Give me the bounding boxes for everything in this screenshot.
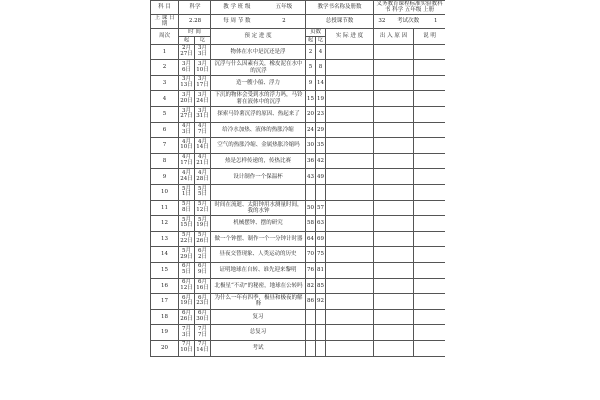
end-date-cell: 3月 10日 (195, 60, 211, 76)
table-row (151, 294, 446, 310)
start-date-value: 2.28 (179, 14, 211, 28)
planned-progress-cell: 机械摆钟、摆的研究 (211, 216, 306, 232)
table-row (151, 309, 446, 325)
actual-progress-cell (326, 340, 374, 356)
page-start-cell: 64 (306, 231, 316, 247)
reason-cell (374, 44, 414, 60)
table-row (151, 200, 446, 216)
note-cell (414, 247, 445, 263)
actual-progress-cell (326, 262, 374, 278)
start-date-cell: 4月 10日 (179, 138, 195, 154)
week-cell: 4 (151, 91, 179, 107)
reason-cell (374, 91, 414, 107)
planned-progress-cell: 造一艘小船、浮力 (211, 75, 306, 91)
reason-cell (374, 294, 414, 310)
table-row (151, 138, 446, 154)
note-cell (414, 262, 445, 278)
actual-progress-cell (326, 169, 374, 185)
table-row (151, 91, 446, 107)
end-date-cell: 7月 14日 (195, 340, 211, 356)
total-periods-value: 32 (378, 17, 386, 24)
page-start-cell: 86 (306, 294, 316, 310)
page-start-cell: 76 (306, 262, 316, 278)
page-end-cell: 81 (316, 262, 326, 278)
planned-progress-cell: 设计制作一个保温杯 (211, 169, 306, 185)
planned-column-header: 预 定 进 度 (211, 28, 306, 44)
week-cell: 6 (151, 122, 179, 138)
week-cell: 9 (151, 169, 179, 185)
end-date-cell: 6月 23日 (195, 294, 211, 310)
page-end-cell (316, 340, 326, 356)
reason-cell (374, 138, 414, 154)
end-date-cell: 6月 30日 (195, 309, 211, 325)
start-date-cell: 5月 15日 (179, 216, 195, 232)
start-date-cell: 7月 10日 (179, 340, 195, 356)
start-date-cell: 3月 27日 (179, 107, 195, 123)
end-date-cell: 6月 16日 (195, 278, 211, 294)
planned-progress-cell: 复习 (211, 309, 306, 325)
note-cell (414, 75, 445, 91)
page-start-cell: 50 (306, 200, 316, 216)
table-row (151, 216, 446, 232)
textbook-value: 义务教育课程标准实验教科书 科学 五年级 上册 (374, 1, 445, 15)
time-column-header: 时 间 (179, 28, 211, 36)
page-end-cell: 57 (316, 200, 326, 216)
reason-cell (374, 278, 414, 294)
reason-cell (374, 60, 414, 76)
page-start-cell: 20 (306, 107, 316, 123)
end-date-cell: 5月 26日 (195, 231, 211, 247)
reason-column-header: 出 入 原 因 (374, 28, 414, 44)
actual-progress-cell (326, 138, 374, 154)
page-start-cell: 43 (306, 169, 316, 185)
note-cell (414, 138, 445, 154)
note-cell (414, 340, 445, 356)
reason-cell (374, 247, 414, 263)
page-start-cell: 30 (306, 138, 316, 154)
page-start-cell: 2 (306, 44, 316, 60)
planned-progress-cell: 考试 (211, 340, 306, 356)
planned-progress-cell (211, 184, 306, 200)
subject-label: 科 目 (151, 1, 179, 15)
exam-count-label: 考试次数 (397, 17, 420, 24)
end-date-cell: 4月 7日 (195, 122, 211, 138)
reason-cell (374, 325, 414, 341)
start-date-cell: 4月 17日 (179, 153, 195, 169)
week-cell: 13 (151, 231, 179, 247)
page-end-cell: 92 (316, 294, 326, 310)
actual-progress-cell (326, 278, 374, 294)
column-header-row (151, 28, 446, 36)
actual-column-header: 实 际 进 度 (326, 28, 374, 44)
note-cell (414, 153, 445, 169)
week-cell: 16 (151, 278, 179, 294)
note-cell (414, 200, 445, 216)
week-cell: 14 (151, 247, 179, 263)
week-cell: 18 (151, 309, 179, 325)
planned-progress-cell: 物体在水中是沉还是浮 (211, 44, 306, 60)
teaching-class-label: 教 学 班 级 (223, 4, 251, 11)
reason-cell (374, 216, 414, 232)
actual-progress-cell (326, 60, 374, 76)
actual-progress-cell (326, 122, 374, 138)
subject-value: 科学 (179, 1, 211, 15)
page-end-cell: 42 (316, 153, 326, 169)
reason-cell (374, 262, 414, 278)
note-column-header: 说 明 (414, 28, 445, 44)
end-date-cell: 4月 28日 (195, 169, 211, 185)
start-date-cell: 6月 12日 (179, 278, 195, 294)
actual-progress-cell (326, 325, 374, 341)
end-date-cell: 6月 9日 (195, 262, 211, 278)
page-end-cell: 85 (316, 278, 326, 294)
exam-count-value: 1 (434, 17, 438, 24)
start-date-cell: 7月 3日 (179, 325, 195, 341)
actual-progress-cell (326, 216, 374, 232)
table-row (151, 60, 446, 76)
page-start-cell: 82 (306, 278, 316, 294)
page-start-cell (306, 309, 316, 325)
total-periods-label: 总授课节数 (306, 14, 374, 28)
week-cell: 19 (151, 325, 179, 341)
table-row (151, 325, 446, 341)
table-row (151, 107, 446, 123)
start-date-cell: 4月 3日 (179, 122, 195, 138)
page-end-cell: 29 (316, 122, 326, 138)
start-date-cell: 5月 29日 (179, 247, 195, 263)
week-cell: 11 (151, 200, 179, 216)
week-cell: 17 (151, 294, 179, 310)
page-start-cell: 5 (306, 60, 316, 76)
week-cell: 3 (151, 75, 179, 91)
planned-progress-cell: 做一个钟摆、制作一个一分钟计时器 (211, 231, 306, 247)
table-row (151, 153, 446, 169)
week-cell: 1 (151, 44, 179, 60)
actual-progress-cell (326, 184, 374, 200)
page-start-cell (306, 340, 316, 356)
grade-value: 五年级 (275, 4, 293, 11)
week-cell: 5 (151, 107, 179, 123)
end-date-cell: 4月 14日 (195, 138, 211, 154)
end-date-cell: 5月 12日 (195, 200, 211, 216)
teaching-schedule-sheet (150, 0, 445, 400)
start-date-cell: 5月 8日 (179, 200, 195, 216)
start-date-cell: 3月 13日 (179, 75, 195, 91)
actual-progress-cell (326, 107, 374, 123)
planned-progress-cell: 总复习 (211, 325, 306, 341)
reason-cell (374, 153, 414, 169)
planned-progress-cell: 时间在流逝、太阳钟用水测量时间，我的水钟 (211, 200, 306, 216)
planned-progress-cell: 昼夜交替现象、人类运动的历史 (211, 247, 306, 263)
start-date-cell: 6月 19日 (179, 294, 195, 310)
actual-progress-cell (326, 153, 374, 169)
reason-cell (374, 122, 414, 138)
time-start-header: 起 (179, 36, 195, 44)
table-row (151, 122, 446, 138)
actual-progress-cell (326, 91, 374, 107)
page-end-cell: 69 (316, 231, 326, 247)
reason-cell (374, 200, 414, 216)
table-row (151, 247, 446, 263)
textbook-label: 教学书名称及册数 (306, 1, 374, 15)
actual-progress-cell (326, 200, 374, 216)
page-start-cell (306, 325, 316, 341)
page-start-cell: 15 (306, 91, 316, 107)
note-cell (414, 294, 445, 310)
page-start-cell: 9 (306, 75, 316, 91)
table-row (151, 169, 446, 185)
start-date-cell: 2月 27日 (179, 44, 195, 60)
week-cell: 15 (151, 262, 179, 278)
actual-progress-cell (326, 294, 374, 310)
start-date-cell: 4月 24日 (179, 169, 195, 185)
planned-progress-cell: 探索马铃薯沉浮的原因、热起来了 (211, 107, 306, 123)
end-date-cell: 3月 17日 (195, 75, 211, 91)
schedule-table (150, 0, 445, 357)
end-date-cell: 5月 19日 (195, 216, 211, 232)
page-start-cell: 36 (306, 153, 316, 169)
planned-progress-cell: 给冷水加热、液体的热胀冷缩 (211, 122, 306, 138)
reason-cell (374, 340, 414, 356)
schedule-rows (151, 44, 446, 356)
page-start-cell (306, 184, 316, 200)
table-row (151, 231, 446, 247)
note-cell (414, 231, 445, 247)
page-start-cell: 58 (306, 216, 316, 232)
page-end-cell (316, 325, 326, 341)
table-row (151, 340, 446, 356)
week-cell: 2 (151, 60, 179, 76)
table-row (151, 75, 446, 91)
note-cell (414, 184, 445, 200)
start-date-label: 上 课 日 期 (151, 14, 179, 28)
page-end-cell: 14 (316, 75, 326, 91)
actual-progress-cell (326, 247, 374, 263)
page-end-cell: 8 (316, 60, 326, 76)
note-cell (414, 107, 445, 123)
table-row (151, 184, 446, 200)
note-cell (414, 60, 445, 76)
actual-progress-cell (326, 44, 374, 60)
actual-progress-cell (326, 75, 374, 91)
page-end-cell: 63 (316, 216, 326, 232)
planned-progress-cell: 空气的热胀冷缩、金属热胀冷缩吗 (211, 138, 306, 154)
start-date-cell: 6月 26日 (179, 309, 195, 325)
actual-progress-cell (326, 231, 374, 247)
start-date-cell: 5月 1日 (179, 184, 195, 200)
end-date-cell: 6月 2日 (195, 247, 211, 263)
reason-cell (374, 169, 414, 185)
week-cell: 8 (151, 153, 179, 169)
page-start-cell: 24 (306, 122, 316, 138)
pages-column-header: 页数 (306, 28, 326, 36)
table-row (151, 44, 446, 60)
week-cell: 7 (151, 138, 179, 154)
end-date-cell: 7月 7日 (195, 325, 211, 341)
note-cell (414, 122, 445, 138)
reason-cell (374, 309, 414, 325)
page-end-cell: 35 (316, 138, 326, 154)
planned-progress-cell: 热是怎样传递的，传热比赛 (211, 153, 306, 169)
page-end-cell (316, 184, 326, 200)
end-date-cell: 3月 24日 (195, 91, 211, 107)
start-date-cell: 3月 20日 (179, 91, 195, 107)
page-end-cell: 19 (316, 91, 326, 107)
page-end-cell: 75 (316, 247, 326, 263)
reason-cell (374, 107, 414, 123)
note-cell (414, 44, 445, 60)
weekly-periods-label: 每 周 节 数 (223, 17, 251, 24)
planned-progress-cell: 下沉的物体会受到水的浮力吗，马铃薯在液体中的沉浮 (211, 91, 306, 107)
table-row (151, 278, 446, 294)
planned-progress-cell: 北极星“不动”的秘密，地球在公转吗 (211, 278, 306, 294)
end-date-cell: 5月 5日 (195, 184, 211, 200)
page-end-cell (316, 309, 326, 325)
header-row-2 (151, 14, 446, 28)
note-cell (414, 325, 445, 341)
start-date-cell: 3月 6日 (179, 60, 195, 76)
note-cell (414, 278, 445, 294)
note-cell (414, 216, 445, 232)
reason-cell (374, 231, 414, 247)
reason-cell (374, 184, 414, 200)
page-end-cell: 49 (316, 169, 326, 185)
week-cell: 12 (151, 216, 179, 232)
note-cell (414, 91, 445, 107)
time-end-header: 讫 (195, 36, 211, 44)
pages-start-header: 起 (306, 36, 316, 44)
note-cell (414, 169, 445, 185)
actual-progress-cell (326, 309, 374, 325)
week-cell: 10 (151, 184, 179, 200)
week-cell: 20 (151, 340, 179, 356)
page-end-cell: 4 (316, 44, 326, 60)
page-end-cell: 23 (316, 107, 326, 123)
table-row (151, 262, 446, 278)
start-date-cell: 6月 5日 (179, 262, 195, 278)
weekly-periods-value: 2 (282, 17, 286, 24)
end-date-cell: 4月 21日 (195, 153, 211, 169)
header-row-1 (151, 1, 446, 15)
planned-progress-cell: 为什么一年有四季，极昼和极夜的解释 (211, 294, 306, 310)
pages-end-header: 讫 (316, 36, 326, 44)
end-date-cell: 3月 3日 (195, 44, 211, 60)
planned-progress-cell: 沉浮与什么因素有关，橡皮泥在水中的沉浮 (211, 60, 306, 76)
page-start-cell: 70 (306, 247, 316, 263)
week-column-header: 周次 (151, 28, 179, 44)
end-date-cell: 3月 31日 (195, 107, 211, 123)
reason-cell (374, 75, 414, 91)
start-date-cell: 5月 22日 (179, 231, 195, 247)
note-cell (414, 309, 445, 325)
planned-progress-cell: 证明地球在自转、谁先迎来黎明 (211, 262, 306, 278)
